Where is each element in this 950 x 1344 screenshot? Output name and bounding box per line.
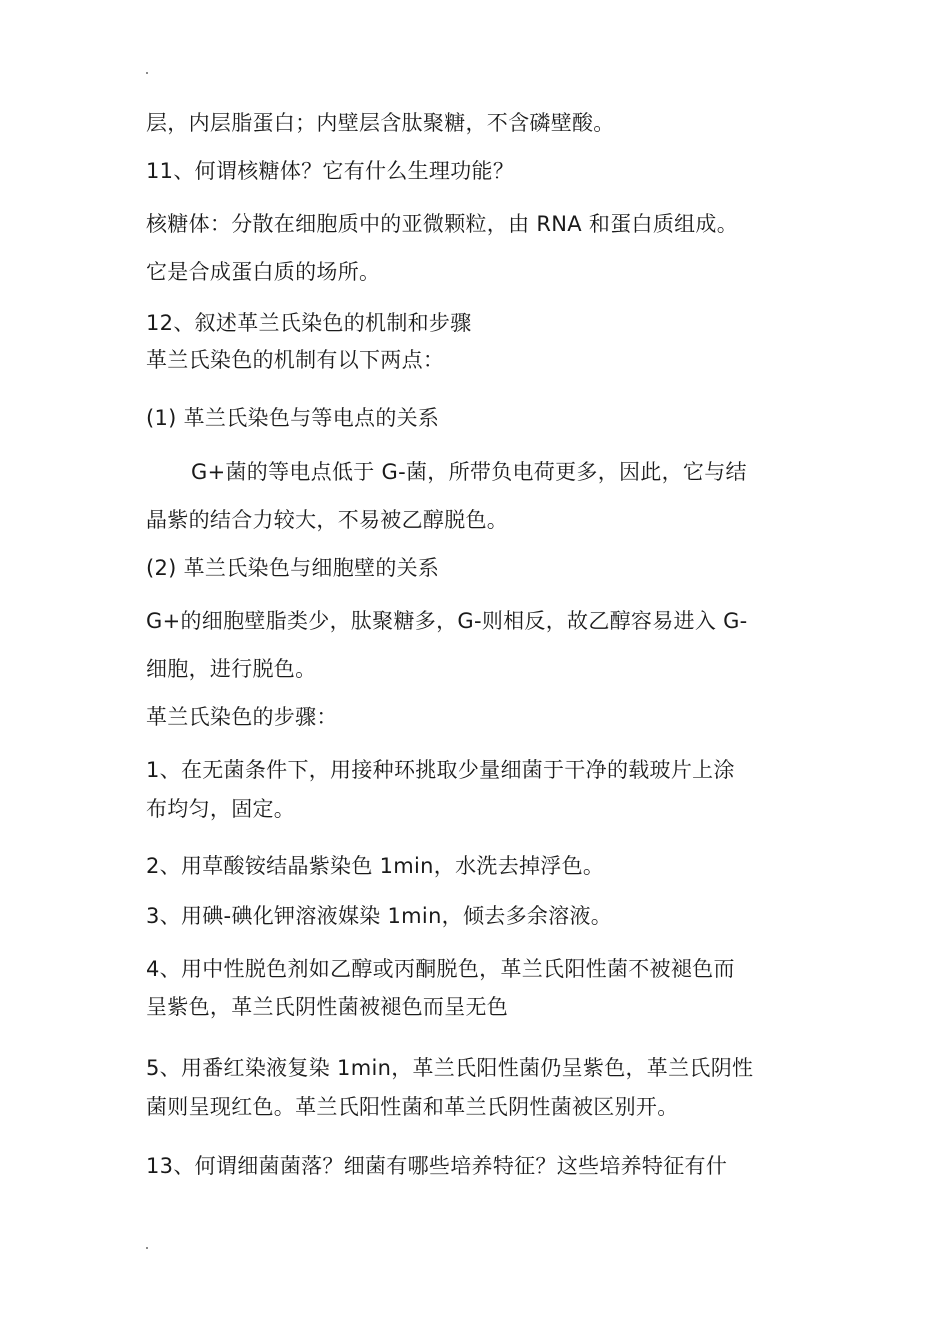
text-line: 2、用草酸铵结晶紫染色 1min，水洗去掉浮色。 — [146, 854, 605, 878]
text-line: 革兰氏染色的机制有以下两点： — [146, 348, 445, 372]
text-line: 布均匀，固定。 — [146, 797, 296, 821]
text-line: 晶紫的结合力较大，不易被乙醇脱色。 — [146, 508, 509, 532]
subheading: (1) 革兰氏染色与等电点的关系 — [146, 406, 440, 430]
text-line: 1、在无菌条件下，用接种环挑取少量细菌于干净的载玻片上涂 — [146, 758, 735, 782]
text-line: 5、用番红染液复染 1min，革兰氏阳性菌仍呈紫色，革兰氏阴性 — [146, 1056, 754, 1080]
bottom-page-mark — [146, 1247, 148, 1249]
text-line: 核糖体：分散在细胞质中的亚微颗粒，由 RNA 和蛋白质组成。 — [146, 212, 739, 236]
subheading: 革兰氏染色的步骤： — [146, 705, 338, 729]
top-page-mark — [146, 72, 148, 74]
text-line: G+菌的等电点低于 G-菌，所带负电荷更多，因此，它与结 — [191, 460, 747, 484]
text-line: 层，内层脂蛋白；内壁层含肽聚糖，不含磷壁酸。 — [146, 111, 615, 135]
question-heading: 12、叙述革兰氏染色的机制和步骤 — [146, 311, 472, 335]
text-line: G+的细胞壁脂类少，肽聚糖多，G-则相反，故乙醇容易进入 G- — [146, 609, 748, 633]
text-line: 4、用中性脱色剂如乙醇或丙酮脱色，革兰氏阳性菌不被褪色而 — [146, 957, 735, 981]
question-heading: 13、何谓细菌菌落？细菌有哪些培养特征？这些培养特征有什 — [146, 1154, 728, 1178]
text-line: 3、用碘-碘化钾溶液媒染 1min，倾去多余溶液。 — [146, 904, 613, 928]
text-line: 菌则呈现红色。革兰氏阳性菌和革兰氏阴性菌被区别开。 — [146, 1095, 679, 1119]
text-line: 它是合成蛋白质的场所。 — [146, 260, 381, 284]
text-line: 呈紫色，革兰氏阴性菌被褪色而呈无色 — [146, 995, 509, 1019]
question-heading: 11、何谓核糖体？它有什么生理功能？ — [146, 159, 515, 183]
text-line: 细胞，进行脱色。 — [146, 657, 317, 681]
subheading: (2) 革兰氏染色与细胞壁的关系 — [146, 556, 440, 580]
